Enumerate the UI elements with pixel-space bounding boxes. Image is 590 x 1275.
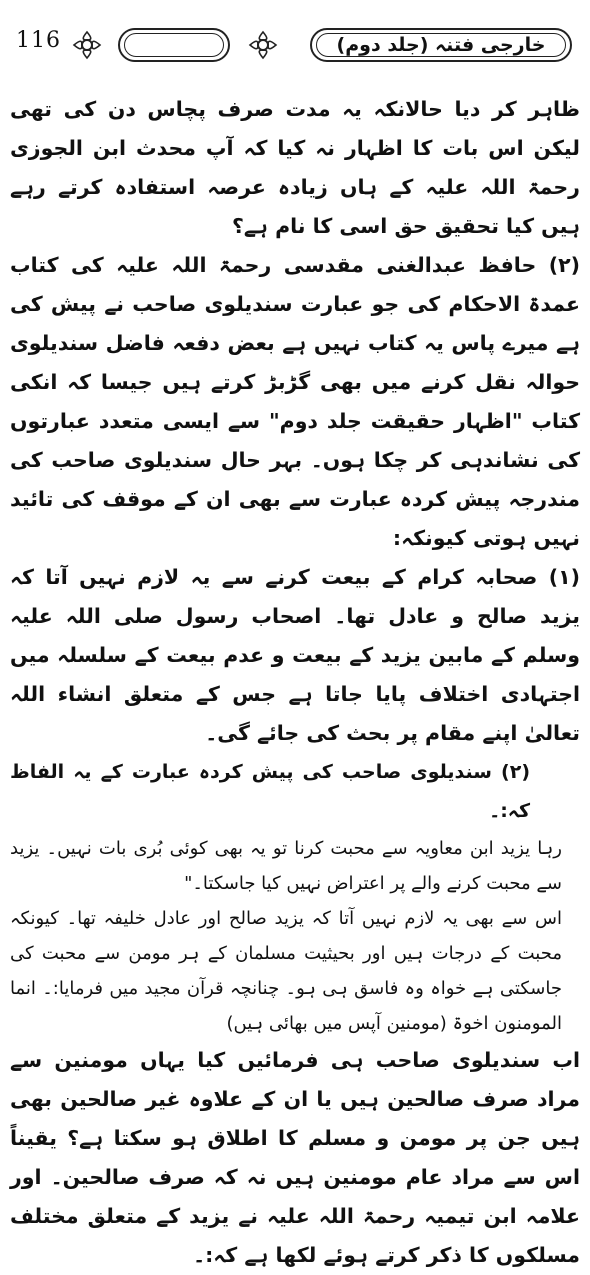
ornament-frame-left (118, 28, 230, 62)
page-number: 116 (16, 28, 61, 53)
sub-heading: (۲) سندیلوی صاحب کی پیش کردہ عبارت کے یہ الفاظ کہ:۔ (10, 761, 530, 822)
paragraph-3: (۱) صحابہ کرام کے بیعت کرنے سے یہ لازم نہیں آتا کہ یزید صالح و عادل تھا۔ اصحاب رسول صلی اللہ علیہ وسلم کے مابین یزید کے بیعت و عدم بیعت کے سلسلہ میں اجتہادی اختلاف پایا جاتا ہے جس کے متعلق انشاء اللہ تعالیٰ اپنے مقام پر بحث کی جائے گی۔ (10, 565, 580, 745)
quote-line-1: رہا یزید ابن معاویہ سے محبت کرنا تو یہ بھی کوئی بُری بات نہیں۔ یزید سے محبت کرنے والے پر اعتراض نہیں کیا جاسکتا۔" (10, 838, 562, 894)
paragraph-1: ظاہر کر دیا حالانکہ یہ مدت صرف پچاس دن کی تھی لیکن اس بات کا اظہار نہ کیا کہ آپ محدث ابن الجوزی رحمۃ اللہ علیہ کے ہاں زیادہ عرصہ استفادہ کرتے رہے ہیں کیا تحقیق حق اسی کا نام ہے؟ (10, 97, 580, 238)
ornament-flower-icon (248, 30, 278, 60)
paragraph-2: (۲) حافظ عبدالغنی مقدسی رحمۃ اللہ علیہ کی کتاب عمدۃ الاحکام کی جو عبارت سندیلوی صاحب نے پیش کی ہے میرے پاس یہ کتاب نہیں ہے بعض دفعہ فاضل سندیلوی حوالہ نقل کرنے میں بھی گڑبڑ کرتے ہیں جیسا کہ انکی کتاب "اظہار حقیقت جلد دوم" سے ایسی متعدد عبارتوں کی نشاندہی کر چکا ہوں۔ بہر حال سندیلوی صاحب کی مندرجہ پیش کردہ عبارت سے بھی ان کے موقف کی تائید نہیں ہوتی کیونکہ: (10, 253, 580, 550)
running-title: خارجی فتنہ (جلد دوم) (336, 34, 546, 56)
page-body (10, 90, 580, 1275)
quote-block (10, 831, 562, 1041)
quote-line-2: اس سے بھی یہ لازم نہیں آتا کہ یزید صالح اور عادل خلیفہ تھا۔ کیونکہ محبت کے درجات ہیں اور بحیثیت مسلمان کے ہر مومن سے محبت کی جاسکتی ہے خواہ وہ فاسق ہی ہو۔ چنانچہ قرآن مجید میں فرمایا:۔ انما المومنون اخوۃ (مومنین آپس میں بھائی ہیں) (10, 908, 562, 1034)
closing-paragraph: اب سندیلوی صاحب ہی فرمائیں کیا یہاں مومنین سے مراد صرف صالحین ہیں یا ان کے علاوہ غیر صالحین بھی ہیں جن پر مومن و مسلم کا اطلاق ہو سکتا ہے؟ یقیناً اس سے مراد عام مومنین ہیں نہ کہ صرف صالحین۔ اور علامہ ابن تیمیہ رحمۃ اللہ علیہ نے یزید کے متعلق مختلف مسلکوں کا ذکر کرتے ہوئے لکھا ہے کہ:۔ (10, 1048, 580, 1267)
ornament-flower-icon (72, 30, 102, 60)
page-header (10, 22, 582, 68)
